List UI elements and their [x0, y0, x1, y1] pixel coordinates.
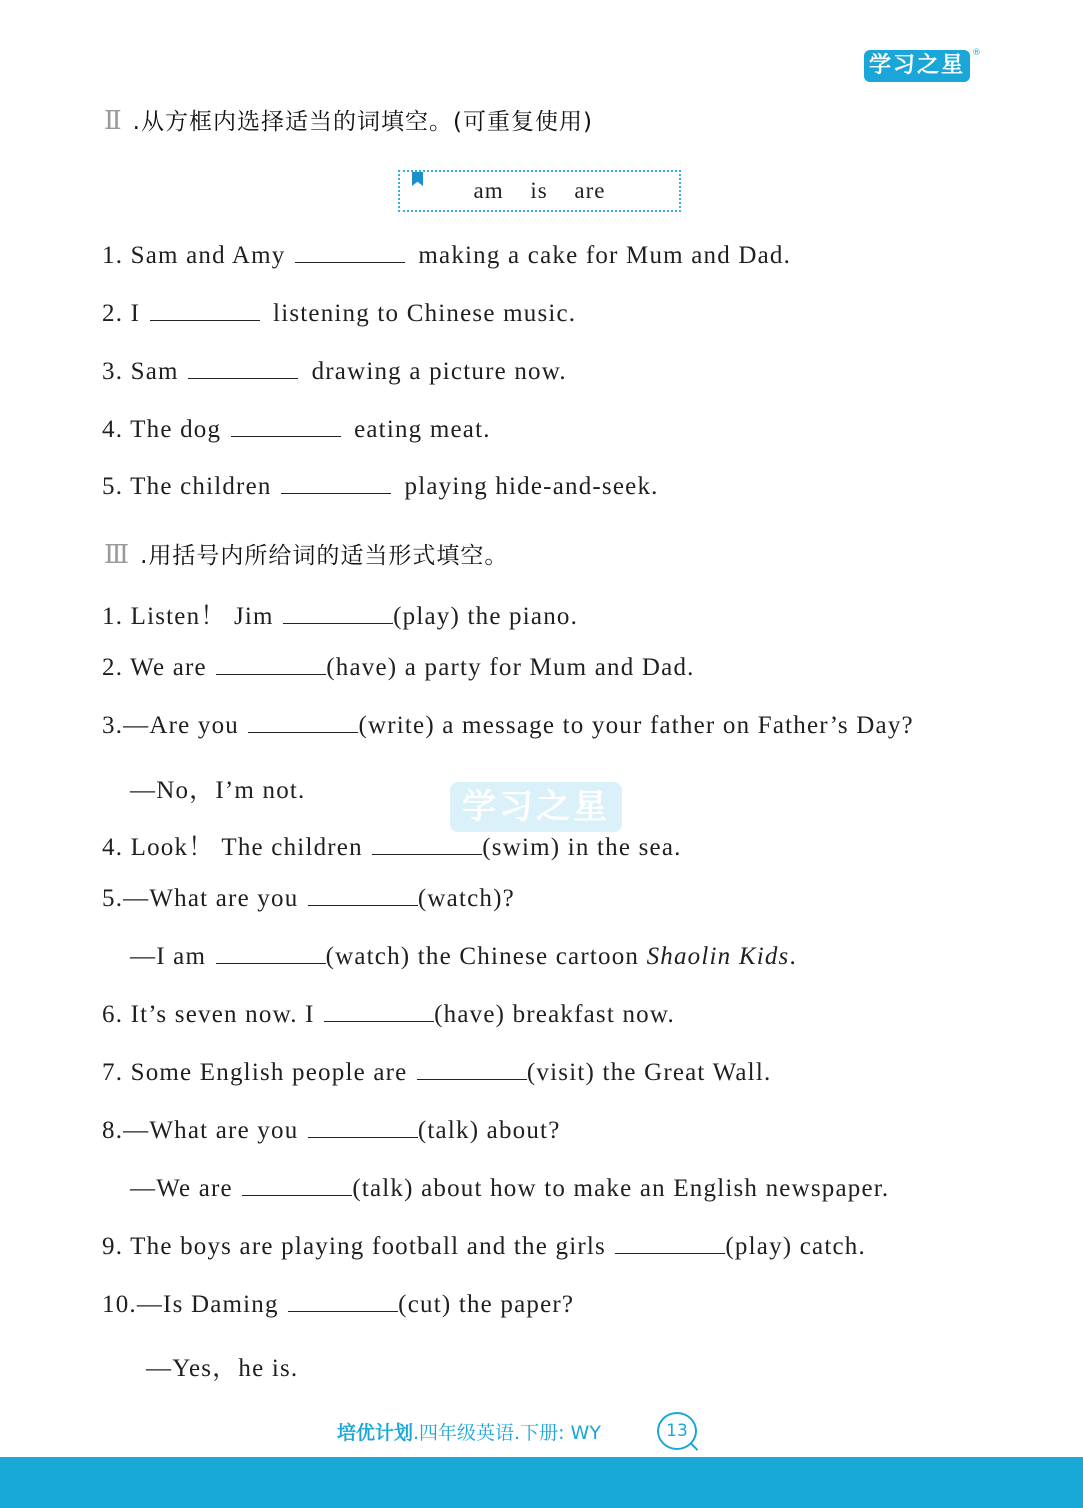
s3-question-3-answer: —No，I’m not.	[130, 777, 306, 804]
brand-logo: 学习之星	[864, 50, 970, 82]
s2-question-1: 1. Sam and Amy making a cake for Mum and Dad.	[102, 242, 792, 269]
answer-blank[interactable]	[295, 242, 405, 263]
answer-blank[interactable]	[242, 1175, 352, 1196]
s3-question-2: 2. We are (have) a party for Mum and Dad.	[102, 654, 695, 681]
s3-question-5-answer: —I am (watch) the Chinese cartoon Shaolin Kids.	[130, 943, 797, 970]
section-3-heading	[104, 537, 508, 570]
answer-blank[interactable]	[216, 654, 326, 675]
answer-blank[interactable]	[372, 834, 482, 855]
answer-blank[interactable]	[308, 885, 418, 906]
magnifier-handle-icon	[691, 1443, 699, 1451]
answer-blank[interactable]	[417, 1059, 527, 1080]
s3-question-7: 7. Some English people are (visit) the Great Wall.	[102, 1059, 772, 1086]
answer-blank[interactable]	[231, 416, 341, 437]
s2-question-5: 5. The children playing hide-and-seek.	[102, 473, 659, 500]
answer-blank[interactable]	[283, 603, 393, 624]
s3-question-3: 3.—Are you (write) a message to your father on Father’s Day?	[102, 712, 914, 739]
s3-question-8-answer: —We are (talk) about how to make an English newspaper.	[130, 1175, 890, 1202]
answer-blank[interactable]	[188, 358, 298, 379]
answer-blank[interactable]	[248, 712, 358, 733]
section-2-numeral: Ⅱ	[104, 106, 123, 136]
s3-question-8: 8.—What are you (talk) about?	[102, 1117, 561, 1144]
registered-mark: ®	[972, 48, 981, 58]
answer-blank[interactable]	[216, 943, 326, 964]
s2-question-2: 2. I listening to Chinese music.	[102, 300, 577, 327]
answer-blank[interactable]	[281, 473, 391, 494]
s3-question-1: 1. Listen！ Jim (play) the piano.	[102, 603, 579, 630]
word-box	[398, 170, 681, 212]
answer-blank[interactable]	[308, 1117, 418, 1138]
s2-question-4: 4. The dog eating meat.	[102, 416, 491, 443]
section-3-title: .用括号内所给词的适当形式填空。	[140, 543, 509, 569]
s3-question-4: 4. Look！ The children (swim) in the sea.	[102, 834, 682, 861]
watermark: 学习之星	[450, 782, 622, 832]
s3-question-9: 9. The boys are playing football and the girls (play) catch.	[102, 1233, 866, 1260]
footer-series: 培优计划.四年级英语.下册: WY	[337, 1422, 601, 1444]
s3-question-10-answer: —Yes，he is.	[146, 1355, 299, 1382]
answer-blank[interactable]	[150, 300, 260, 321]
section-3-numeral: Ⅲ	[104, 540, 131, 570]
s3-question-10: 10.—Is Daming (cut) the paper?	[102, 1291, 575, 1318]
s3-question-6: 6. It’s seven now. I (have) breakfast now.	[102, 1001, 675, 1028]
section-2-title: .从方框内选择适当的词填空。(可重复使用)	[132, 109, 593, 135]
page-number: 13	[657, 1412, 697, 1450]
answer-blank[interactable]	[288, 1291, 398, 1312]
section-2-heading	[104, 103, 593, 136]
answer-blank[interactable]	[324, 1001, 434, 1022]
footer-bar	[0, 1457, 1083, 1508]
word-box-words: am is are	[473, 178, 606, 203]
answer-blank[interactable]	[615, 1233, 725, 1254]
s2-question-3: 3. Sam drawing a picture now.	[102, 358, 567, 385]
s3-question-5: 5.—What are you (watch)?	[102, 885, 515, 912]
